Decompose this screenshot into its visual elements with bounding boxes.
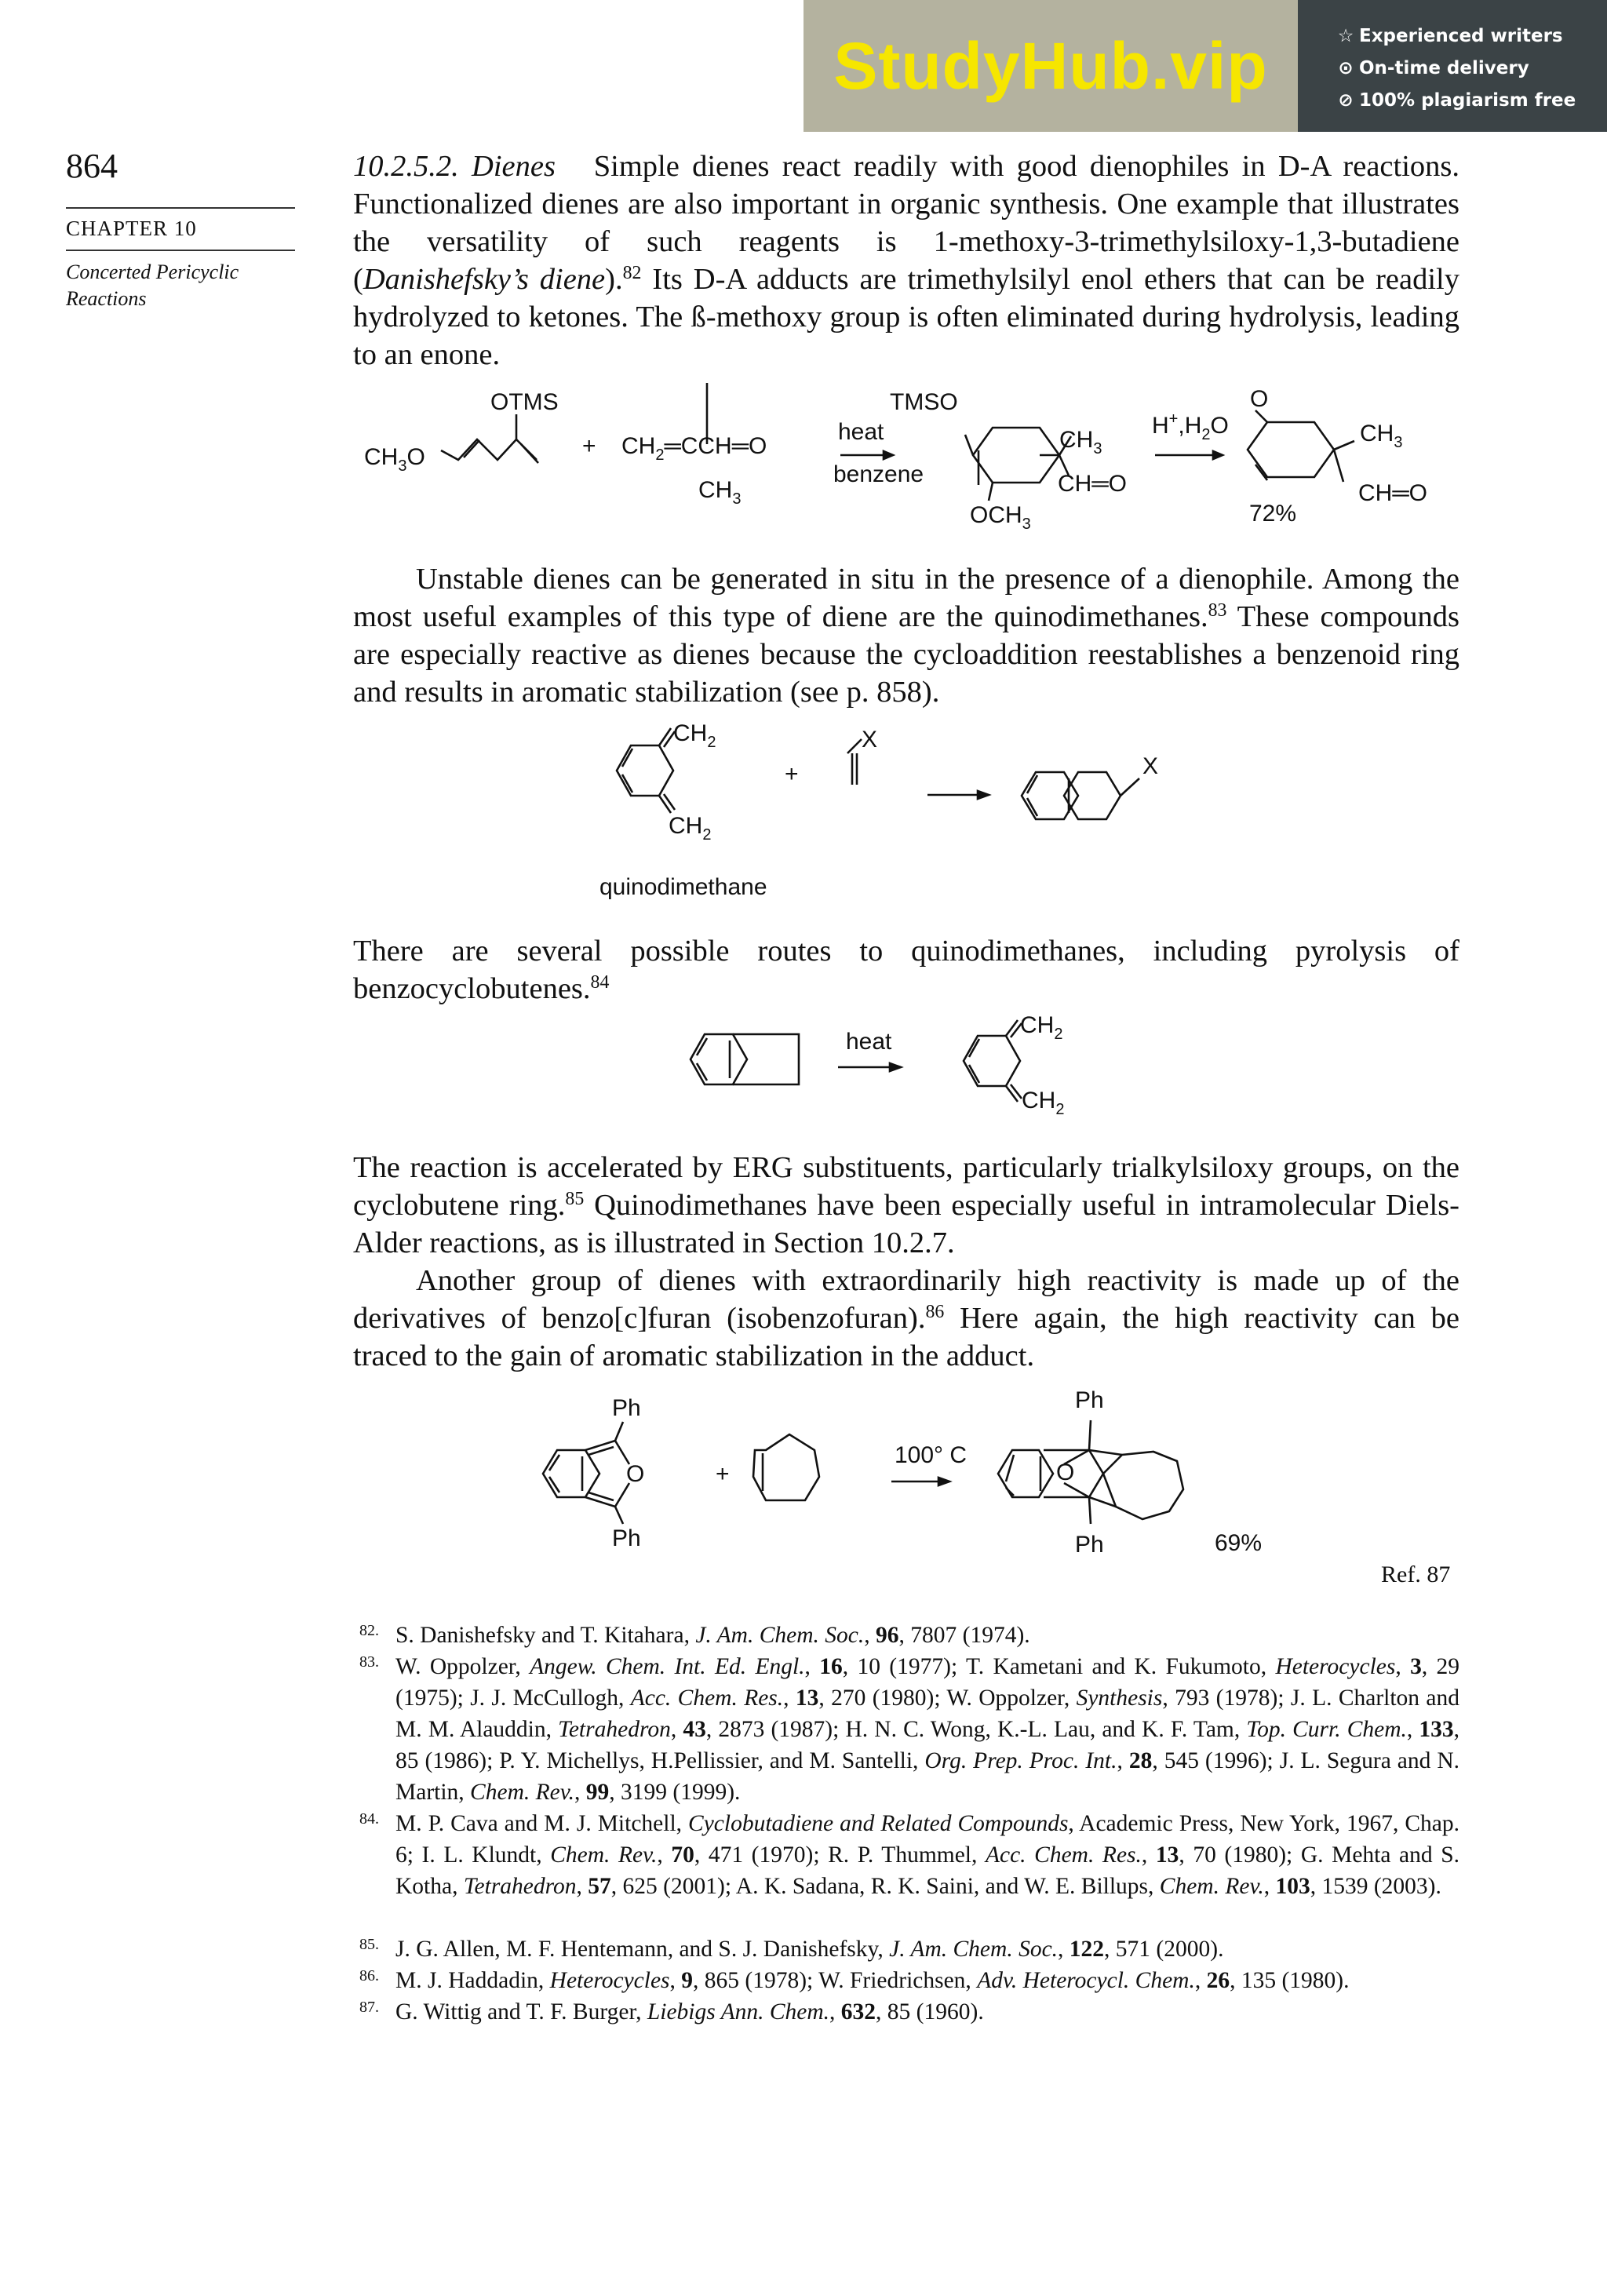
clock-icon: ⊙ (1338, 58, 1354, 78)
svg-text:Ph: Ph (612, 1525, 641, 1551)
footnote-number: 82. (359, 1622, 379, 1639)
footnote-number: 84. (359, 1810, 379, 1828)
svg-text:heat: heat (838, 419, 884, 445)
paragraph-quinodimethanes: Unstable dienes can be generated in situ in the presence of a dienophile. Among the most useful examples of this type of diene are the quinodimethanes.$^{83}$ These compounds are especially reactive as dienes because the cycloaddition reestablishes a benzenoid ring and results in aromatic stabilization (see p. 858). (353, 563, 1460, 709)
star-icon: ☆ (1337, 26, 1354, 46)
paragraph-dienes: 10.2.5.2. Dienes Simple dienes react readily with good dienophiles in D-A reactions. Functionalized dienes are also important in organic synthesis. One example that illustrates the versatility of such reagents is 1-methoxy-3-trimethylsiloxy-1,3-butadiene (Danishefsky’s diene).$^{82}$ Its D-A adducts are trimethylsilyl enol ethers that can be readily hydrolyzed to ketones. The ß-methoxy group is often eliminated during hydrolysis, leading to an enone. (353, 150, 1460, 371)
reference-87-label: Ref. 87 (1381, 1562, 1451, 1587)
svg-text:CH3: $CH_3$ (1059, 427, 1102, 457)
svg-text:benzene: benzene (833, 461, 924, 487)
svg-text:X: X (1142, 753, 1159, 779)
svg-text:Ph: Ph (612, 1395, 641, 1421)
feature-item: ⊘ 100% plagiarism free (1337, 85, 1576, 117)
feature-item: ☆ Experienced writers (1337, 20, 1576, 53)
svg-text:O: O (1250, 386, 1269, 412)
promo-banner[interactable] (804, 0, 1607, 132)
svg-text:CH2: $CH_2$ (1020, 1012, 1063, 1043)
svg-text:CH═O: CH═O (1058, 471, 1127, 497)
svg-text:CH2: $CH_2$ (1022, 1088, 1065, 1118)
svg-text:CH3O: $CH_3O$ (364, 444, 425, 475)
paragraph-isobenzofuran: Another group of dienes with extraordinarily high reactivity is made up of the derivatives of benzo[c]furan (isobenzofuran).$^{86}$ Here again, the high reactivity can be traced to the gain of aromatic stabilization in the adduct. (353, 1264, 1459, 1372)
svg-text:CH2═CCH═O: $CH_2═CCH═O$ (621, 433, 767, 464)
footnote-text: M. J. Haddadin, Heterocycles, 9, 865 (1978); W. Friedrichsen, Adv. Heterocycl. Chem., 26, 135 (1980). (395, 1968, 1350, 1993)
svg-text:O: O (1056, 1460, 1075, 1485)
feature-list (1337, 20, 1576, 117)
section-heading: 10.2.5.2. Dienes (353, 150, 556, 183)
svg-text:heat: heat (846, 1029, 892, 1055)
chapter-label: CHAPTER 10 (66, 217, 197, 240)
footnote-text: M. P. Cava and M. J. Mitchell, Cyclobutadiene and Related Compounds, Academic Press, New York, 1967, Chap. 6; I. L. Klundt, Chem. Rev., 70, 471 (1970); R. P. Thummel, Acc. Chem. Res., 13, 70 (1980); G. Mehta and S. Kotha, Tetrahedron, 57, 625 (2001); A. K. Sadana, R. K. Saini, and W. E. Billups, Chem. Rev., 103, 1539 (2003). (395, 1811, 1460, 1899)
benzocyclobutene-scheme (683, 1012, 1153, 1138)
footnote (358, 1933, 1459, 1965)
footnote-text: G. Wittig and T. F. Burger, Liebigs Ann. Chem., 632, 85 (1960). (395, 1999, 984, 2024)
page-number: 864 (66, 147, 118, 185)
isobenzofuran-scheme (526, 1389, 1389, 1577)
svg-text:Ph: Ph (1075, 1389, 1104, 1413)
quinodimethane-scheme (581, 722, 1287, 910)
svg-text:OTMS: OTMS (490, 389, 559, 415)
svg-text:X: X (862, 727, 878, 753)
svg-text:OCH3: $OCH_3$ (970, 502, 1031, 533)
footnote-number: 83. (359, 1653, 379, 1671)
section-label: Concerted Pericyclic Reactions (66, 261, 239, 310)
footnote-number: 85. (359, 1936, 379, 1953)
shield-icon: ⊘ (1338, 90, 1354, 111)
footnote-number: 87. (359, 1999, 379, 2016)
svg-text:72%: 72% (1249, 501, 1297, 527)
footnote (358, 1996, 1459, 2028)
footnote-number: 86. (359, 1967, 379, 1984)
svg-text:Ph: Ph (1075, 1532, 1104, 1558)
logo-text: StudyHub.vip (833, 28, 1268, 103)
footnote (358, 1651, 1459, 1808)
margin-rule (66, 207, 295, 209)
svg-text:CH═O: CH═O (1358, 480, 1427, 506)
danishefsky-scheme (353, 383, 1467, 540)
footnote (358, 1965, 1459, 1996)
svg-text:H+,H2O: $H^+,H_2O$ (1152, 410, 1229, 443)
svg-text:69%: 69% (1215, 1530, 1263, 1556)
svg-text:TMSO: TMSO (890, 389, 958, 415)
paragraph-acceleration: The reaction is accelerated by ERG substituents, particularly trialkylsiloxy groups, on the cyclobutene ring.$^{85}$ Quinodimethanes have been especially useful in intramolecular Diels-Alder reactions, as is illustrated in Section 10.2.7. (353, 1151, 1459, 1259)
svg-text:100° C: 100° C (895, 1442, 967, 1468)
svg-text:CH3: $CH_3$ (1360, 421, 1403, 451)
footnote-text: J. G. Allen, M. F. Hentemann, and S. J. Danishefsky, J. Am. Chem. Soc., 122, 571 (2000). (395, 1937, 1224, 1962)
footnote-text: W. Oppolzer, Angew. Chem. Int. Ed. Engl., 16, 10 (1977); T. Kametani and K. Fukumoto, Heterocycles, 3, 29 (1975); J. J. McCullogh, Acc. Chem. Res., 13, 270 (1980); W. Oppolzer, Synthesis, 793 (1978); J. L. Charlton and M. M. Alauddin, Tetrahedron, 43, 2873 (1987); H. N. C. Wong, K.-L. Lau, and K. F. Tam, Top. Curr. Chem., 133, 85 (1986); P. Y. Michellys, H.Pellissier, and M. Santelli, Org. Prep. Proc. Int., 28, 545 (1996); J. L. Segura and N. Martin, Chem. Rev., 99, 3199 (1999). (395, 1654, 1460, 1805)
studyhub-logo[interactable] (804, 0, 1298, 132)
footnote (358, 1808, 1459, 1902)
footnote (358, 1620, 1459, 1651)
feature-item: ⊙ On-time delivery (1337, 53, 1576, 85)
svg-text:+: + (716, 1461, 730, 1487)
quinodimethane-caption: quinodimethane (599, 874, 767, 900)
paragraph-routes: There are several possible routes to quinodimethanes, including pyrolysis of benzocyclobutenes.$^{84}$ (353, 935, 1459, 1005)
svg-text:+: + (582, 433, 596, 459)
svg-text:CH3: $CH_3$ (698, 477, 742, 508)
svg-text:+: + (785, 761, 799, 787)
svg-text:CH2: $CH_2$ (673, 722, 716, 751)
svg-text:CH2: $CH_2$ (669, 813, 712, 844)
footnote-text: S. Danishefsky and T. Kitahara, J. Am. Chem. Soc., 96, 7807 (1974). (395, 1623, 1030, 1648)
margin-rule (66, 250, 295, 251)
svg-text:O: O (626, 1461, 645, 1487)
